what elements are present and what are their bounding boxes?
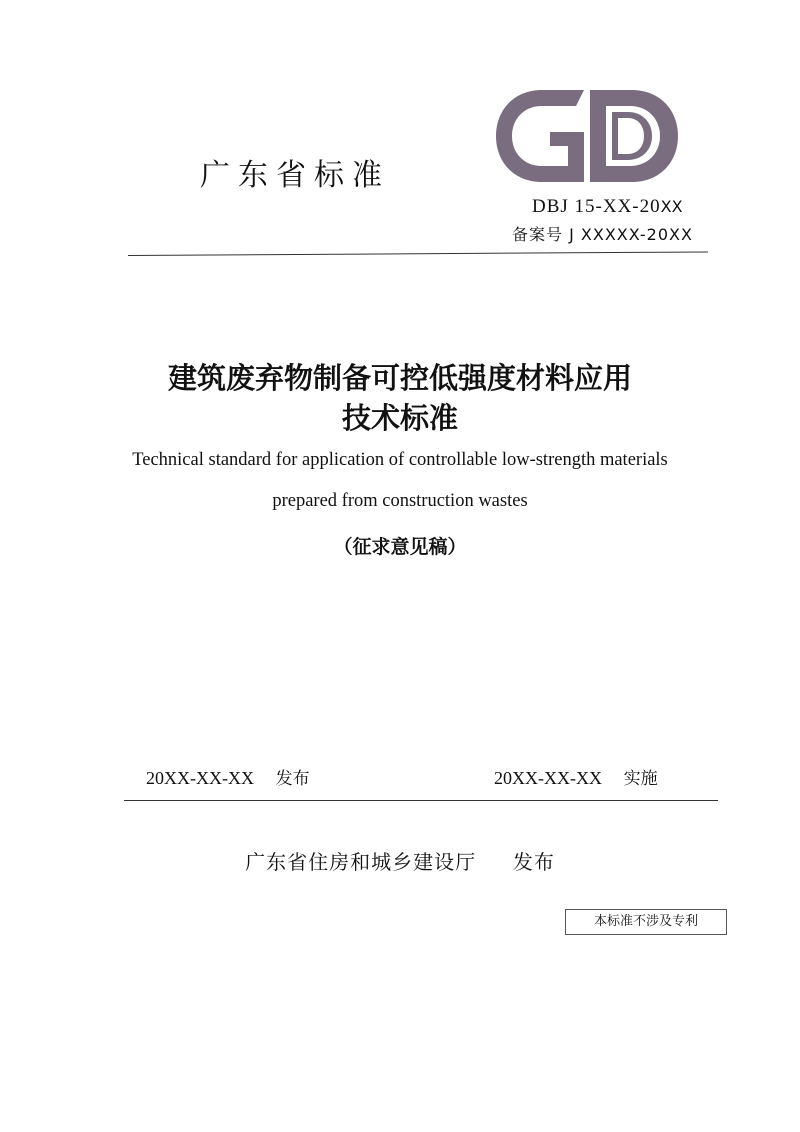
draft-note: （征求意见稿）: [333, 536, 467, 558]
publish-date: [146, 764, 310, 789]
issuer: [0, 846, 800, 875]
implement-date: [494, 764, 658, 789]
implement-date-value: 20XX-XX-XX: [494, 768, 602, 788]
title-en-line2: prepared from construction wastes: [272, 491, 528, 511]
header-divider: [128, 251, 708, 256]
implement-date-label: 实施: [623, 769, 658, 789]
publish-date-value: 20XX-XX-XX: [146, 768, 254, 788]
title-cn-line2: 技术标准: [341, 401, 458, 435]
standard-code-main: DBJ 15-XX-20: [532, 196, 661, 217]
gd-logo: [494, 88, 680, 184]
issuer-action: 发布: [512, 850, 555, 874]
standard-code: [532, 196, 683, 218]
standard-code-suffix: XX: [660, 197, 683, 216]
record-number: 备案号 J XXXXX-20XX: [512, 225, 693, 244]
title-cn-line1: 建筑废弃物制备可控低强度材料应用: [167, 361, 632, 395]
publish-date-label: 发布: [275, 769, 310, 789]
gd-logo-icon: [494, 88, 680, 184]
title-en-line1: Technical standard for application of controllable low-strength materials: [132, 450, 668, 470]
issuer-name: 广东省住房和城乡建设厅: [245, 850, 477, 874]
provincial-standard-label: 广东省标准: [200, 158, 390, 193]
dates-divider: [124, 800, 718, 801]
patent-note-box: 本标准不涉及专利: [565, 909, 727, 935]
